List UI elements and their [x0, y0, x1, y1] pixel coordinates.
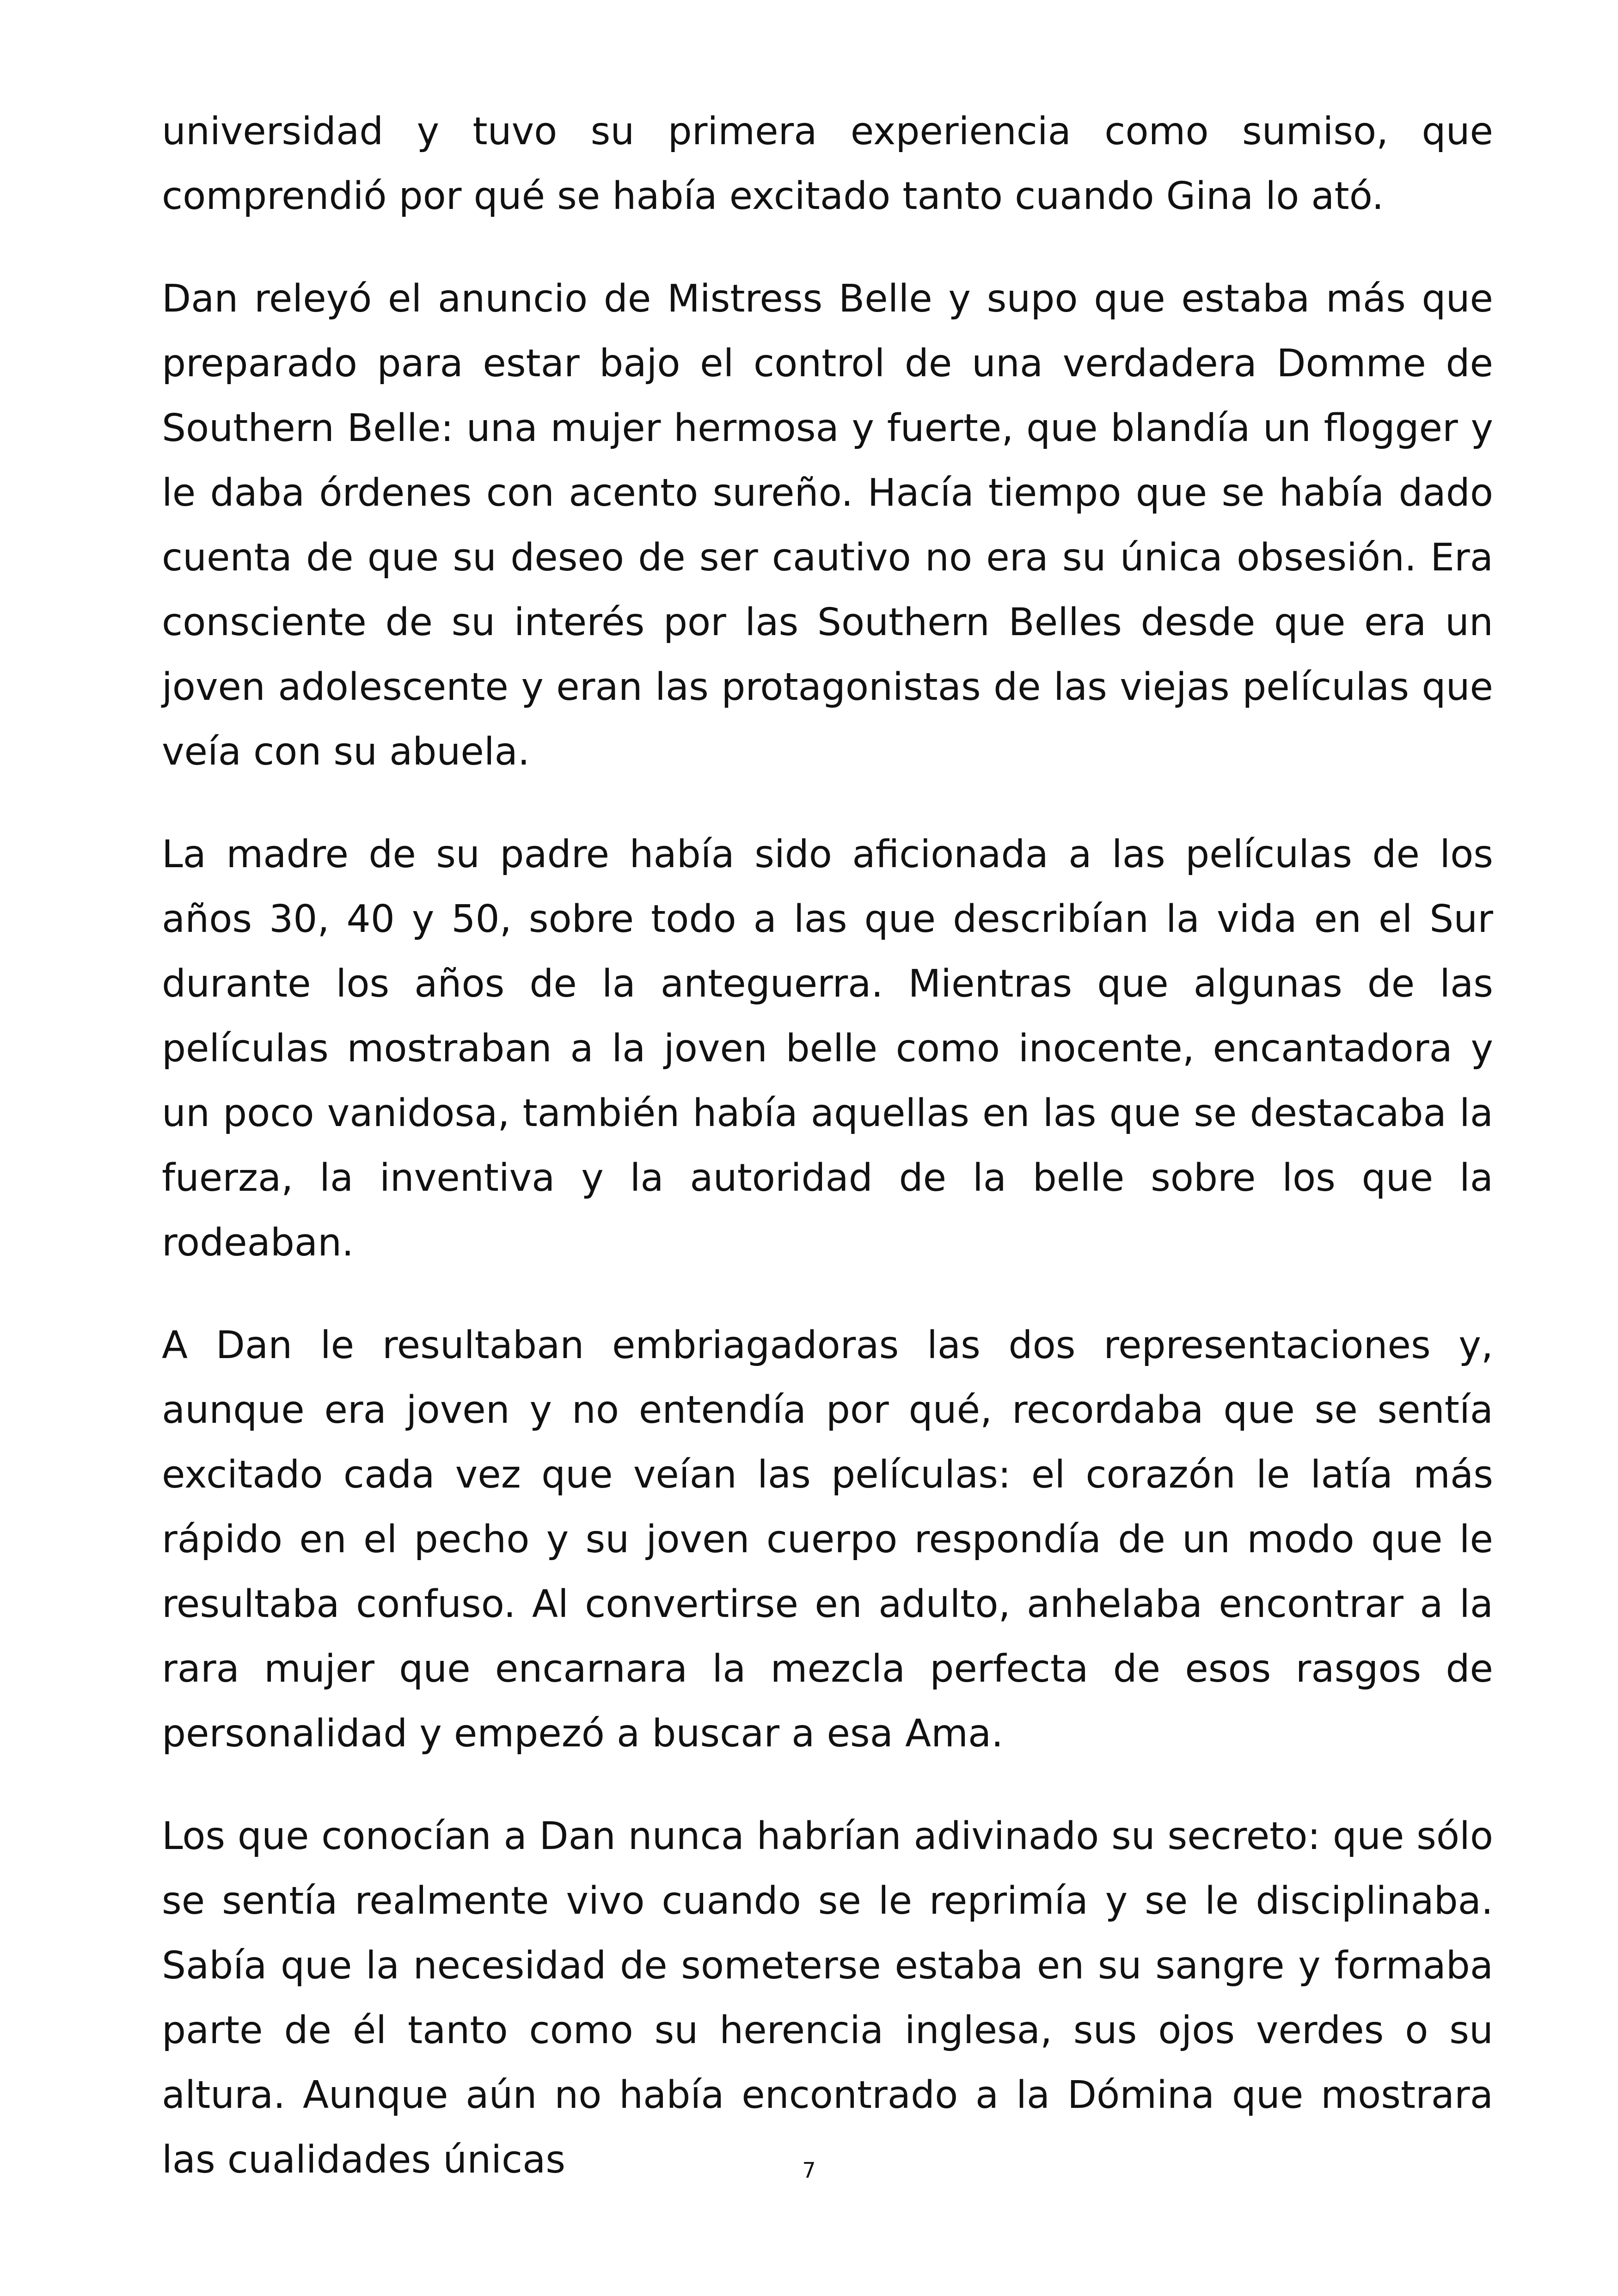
- paragraph-1: universidad y tuvo su primera experiencia como sumiso, que comprendió por qué se había excitado tanto cuando Gina lo ató.: [162, 110, 1493, 218]
- paragraph-5: Los que conocían a Dan nunca habrían adivinado su secreto: que sólo se sentía realmente vivo cuando se le reprimía y se le disciplinaba. Sabía que la necesidad de someterse estaba en su sangre y formaba parte de él tanto como su herencia inglesa, sus ojos verdes o su altura. Aunque aún no había encontrado a la Dómina que mostrara las cualidades únicas: [162, 1814, 1493, 2182]
- paragraph-3: La madre de su padre había sido aficionada a las películas de los años 30, 40 y 50, sobre todo a las que describían la vida en el Sur durante los años de la anteguerra. Mientras que algunas de las películas mostraban a la joven belle como inocente, encantadora y un poco vanidosa, también había aquellas en las que se destacaba la fuerza, la inventiva y la autoridad de la belle sobre los que la rodeaban.: [162, 833, 1493, 1265]
- page-number: 7: [802, 2158, 816, 2183]
- paragraph-2: Dan releyó el anuncio de Mistress Belle y supo que estaba más que preparado para estar bajo el control de una verdadera Domme de Southern Belle: una mujer hermosa y fuerte, que blandía un flogger y le daba órdenes con acento sureño. Hacía tiempo que se había dado cuenta de que su deseo de ser cautivo no era su única obsesión. Era consciente de su interés por las Southern Belles desde que era un joven adolescente y eran las protagonistas de las viejas películas que veía con su abuela.: [162, 277, 1493, 774]
- body-text: [162, 99, 1493, 2192]
- paragraph-4: A Dan le resultaban embriagadoras las dos representaciones y, aunque era joven y no entendía por qué, recordaba que se sentía excitado cada vez que veían las películas: el corazón le latía más rápido en el pecho y su joven cuerpo respondía de un modo que le resultaba confuso. Al convertirse en adulto, anhelaba encontrar a la rara mujer que encarnara la mezcla perfecta de esos rasgos de personalidad y empezó a buscar a esa Ama.: [162, 1323, 1493, 1756]
